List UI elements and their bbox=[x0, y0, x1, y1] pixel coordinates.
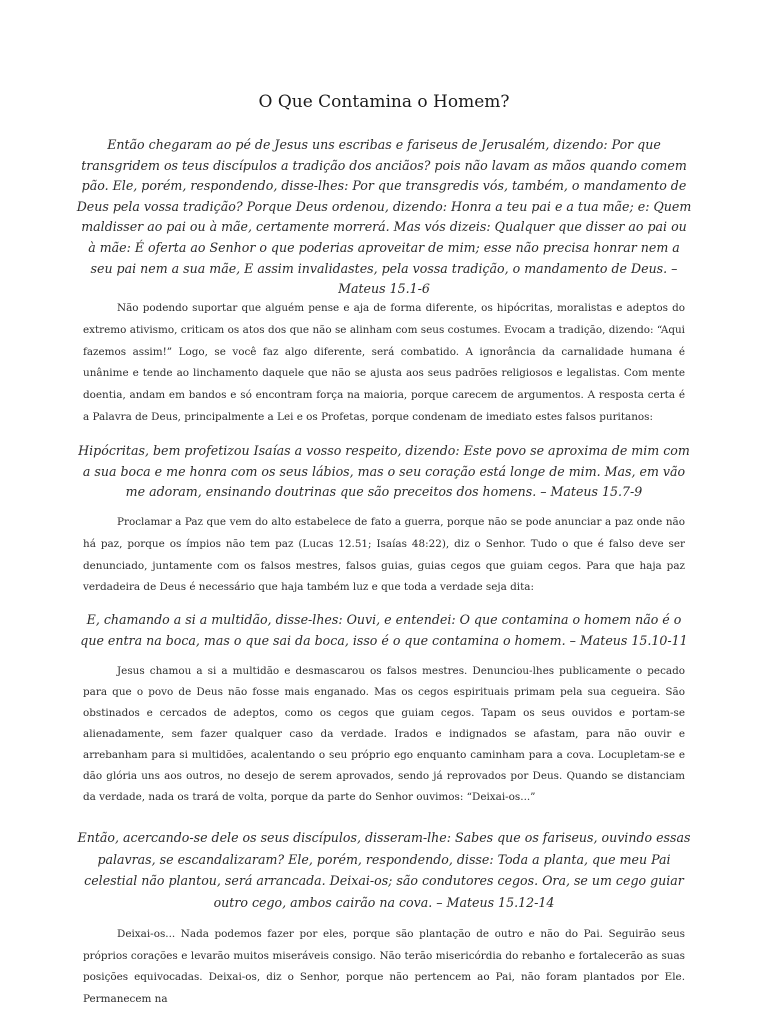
page-title: O Que Contamina o Homem? bbox=[258, 92, 510, 112]
body-paragraph-4: Deixai-os... Nada podemos fazer por eles, porque são plantação de outro e não do Pai. Seguirão seus próprios corações e levarão muitos miseráveis consigo. Não terão misericórdia do rebanho e fortalecerão as suas posições equivocadas. Deixai-os, diz o Senhor, porque não pertencem ao Pai, não foram plantados por Ele. Permanecem na bbox=[83, 928, 685, 1005]
scripture-quote-mateus-15-10-11: E, chamando a si a multidão, disse-lhes: Ouvi, e entendei: O que contamina o homem não é o que entra na boca, mas o que sai da boca, isso é o que contamina o homem. – Mateus 15.10-11 bbox=[80, 612, 688, 648]
body-paragraph-1: Não podendo suportar que alguém pense e aja de forma diferente, os hipócritas, moralistas e adeptos do extremo ativismo, criticam os atos dos que não se alinham com seus costumes. Evocam a tradição, dizendo: “Aqui fazemos assim!” Logo, se você faz algo diferente, será combatido. A ignorância da carnalidade humana é unânime e tende ao linchamento daquele que não se ajusta aos seus padrões religiosos e legalistas. Com mente doentia, andam em bandos e só encontram força na maioria, porque carecem de argumentos. A resposta certa é a Palavra de Deus, principalmente a Lei e os Profetas, porque condenam de imediato estes falsos puritanos: bbox=[83, 302, 685, 423]
scripture-quote-mateus-15-7-9: Hipócritas, bem profetizou Isaías a vosso respeito, dizendo: Este povo se aproxima de mim com a sua boca e me honra com os seus lábios, mas o seu coração está longe de mim. Mas, em vão me adoram, ensinando doutrinas que são preceitos dos homens. – Mateus 15.7-9 bbox=[78, 443, 690, 500]
scripture-quote-mateus-15-1-6: Então chegaram ao pé de Jesus uns escribas e fariseus de Jerusalém, dizendo: Por que transgridem os teus discípulos a tradição dos anciãos? pois não lavam as mãos quando comem pão. Ele, porém, respondendo, disse-lhes: Por que transgredis vós, também, o mandamento de Deus pela vossa tradição? Porque Deus ordenou, dizendo: Honra a teu pai e a tua mãe; e: Quem maldisser ao pai ou à mãe, certamente morrerá. Mas vós dizeis: Qualquer que disser ao pai ou à mãe: É oferta ao Senhor o que poderias aproveitar de mim; esse não precisa honrar nem a seu pai nem a sua mãe, E assim invalidastes, pela vossa tradição, o mandamento de Deus. – Mateus 15.1-6 bbox=[76, 137, 692, 297]
body-paragraph-3: Jesus chamou a si a multidão e desmascarou os falsos mestres. Denunciou-lhes publicamente o pecado para que o povo de Deus não fosse mais enganado. Mas os cegos espirituais primam pela sua cegueira. São obstinados e cercados de adeptos, como os cegos que guiam cegos. Tapam os seus ouvidos e portam-se alienadamente, sem fazer qualquer caso da verdade. Irados e indignados se afastam, para não ouvir e arrebanham para si multidões, acalentando o seu próprio ego enquanto caminham para a cova. Locupletam-se e dão glória uns aos outros, no desejo de serem aprovados, sendo já reprovados por Deus. Quando se distanciam da verdade, nada os trará de volta, porque da parte do Senhor ouvimos: “Deixai-os...” bbox=[83, 665, 685, 803]
body-paragraph-2: Proclamar a Paz que vem do alto estabelece de fato a guerra, porque não se pode anunciar a paz onde não há paz, porque os ímpios não tem paz (Lucas 12.51; Isaías 48:22), diz o Senhor. Tudo o que é falso deve ser denunciado, juntamente com os falsos mestres, falsos guias, guias cegos que guiam cegos. Para que haja paz verdadeira de Deus é necessário que haja também luz e que toda a verdade seja dita: bbox=[83, 516, 685, 594]
scripture-quote-mateus-15-12-14: Então, acercando-se dele os seus discípulos, disseram-lhe: Sabes que os fariseus, ouvindo essas palavras, se escandalizaram? Ele, porém, respondendo, disse: Toda a planta, que meu Pai celestial não plantou, será arrancada. Deixai-os; são condutores cegos. Ora, se um cego guiar outro cego, ambos cairão na cova. – Mateus 15.12-14 bbox=[77, 830, 691, 910]
